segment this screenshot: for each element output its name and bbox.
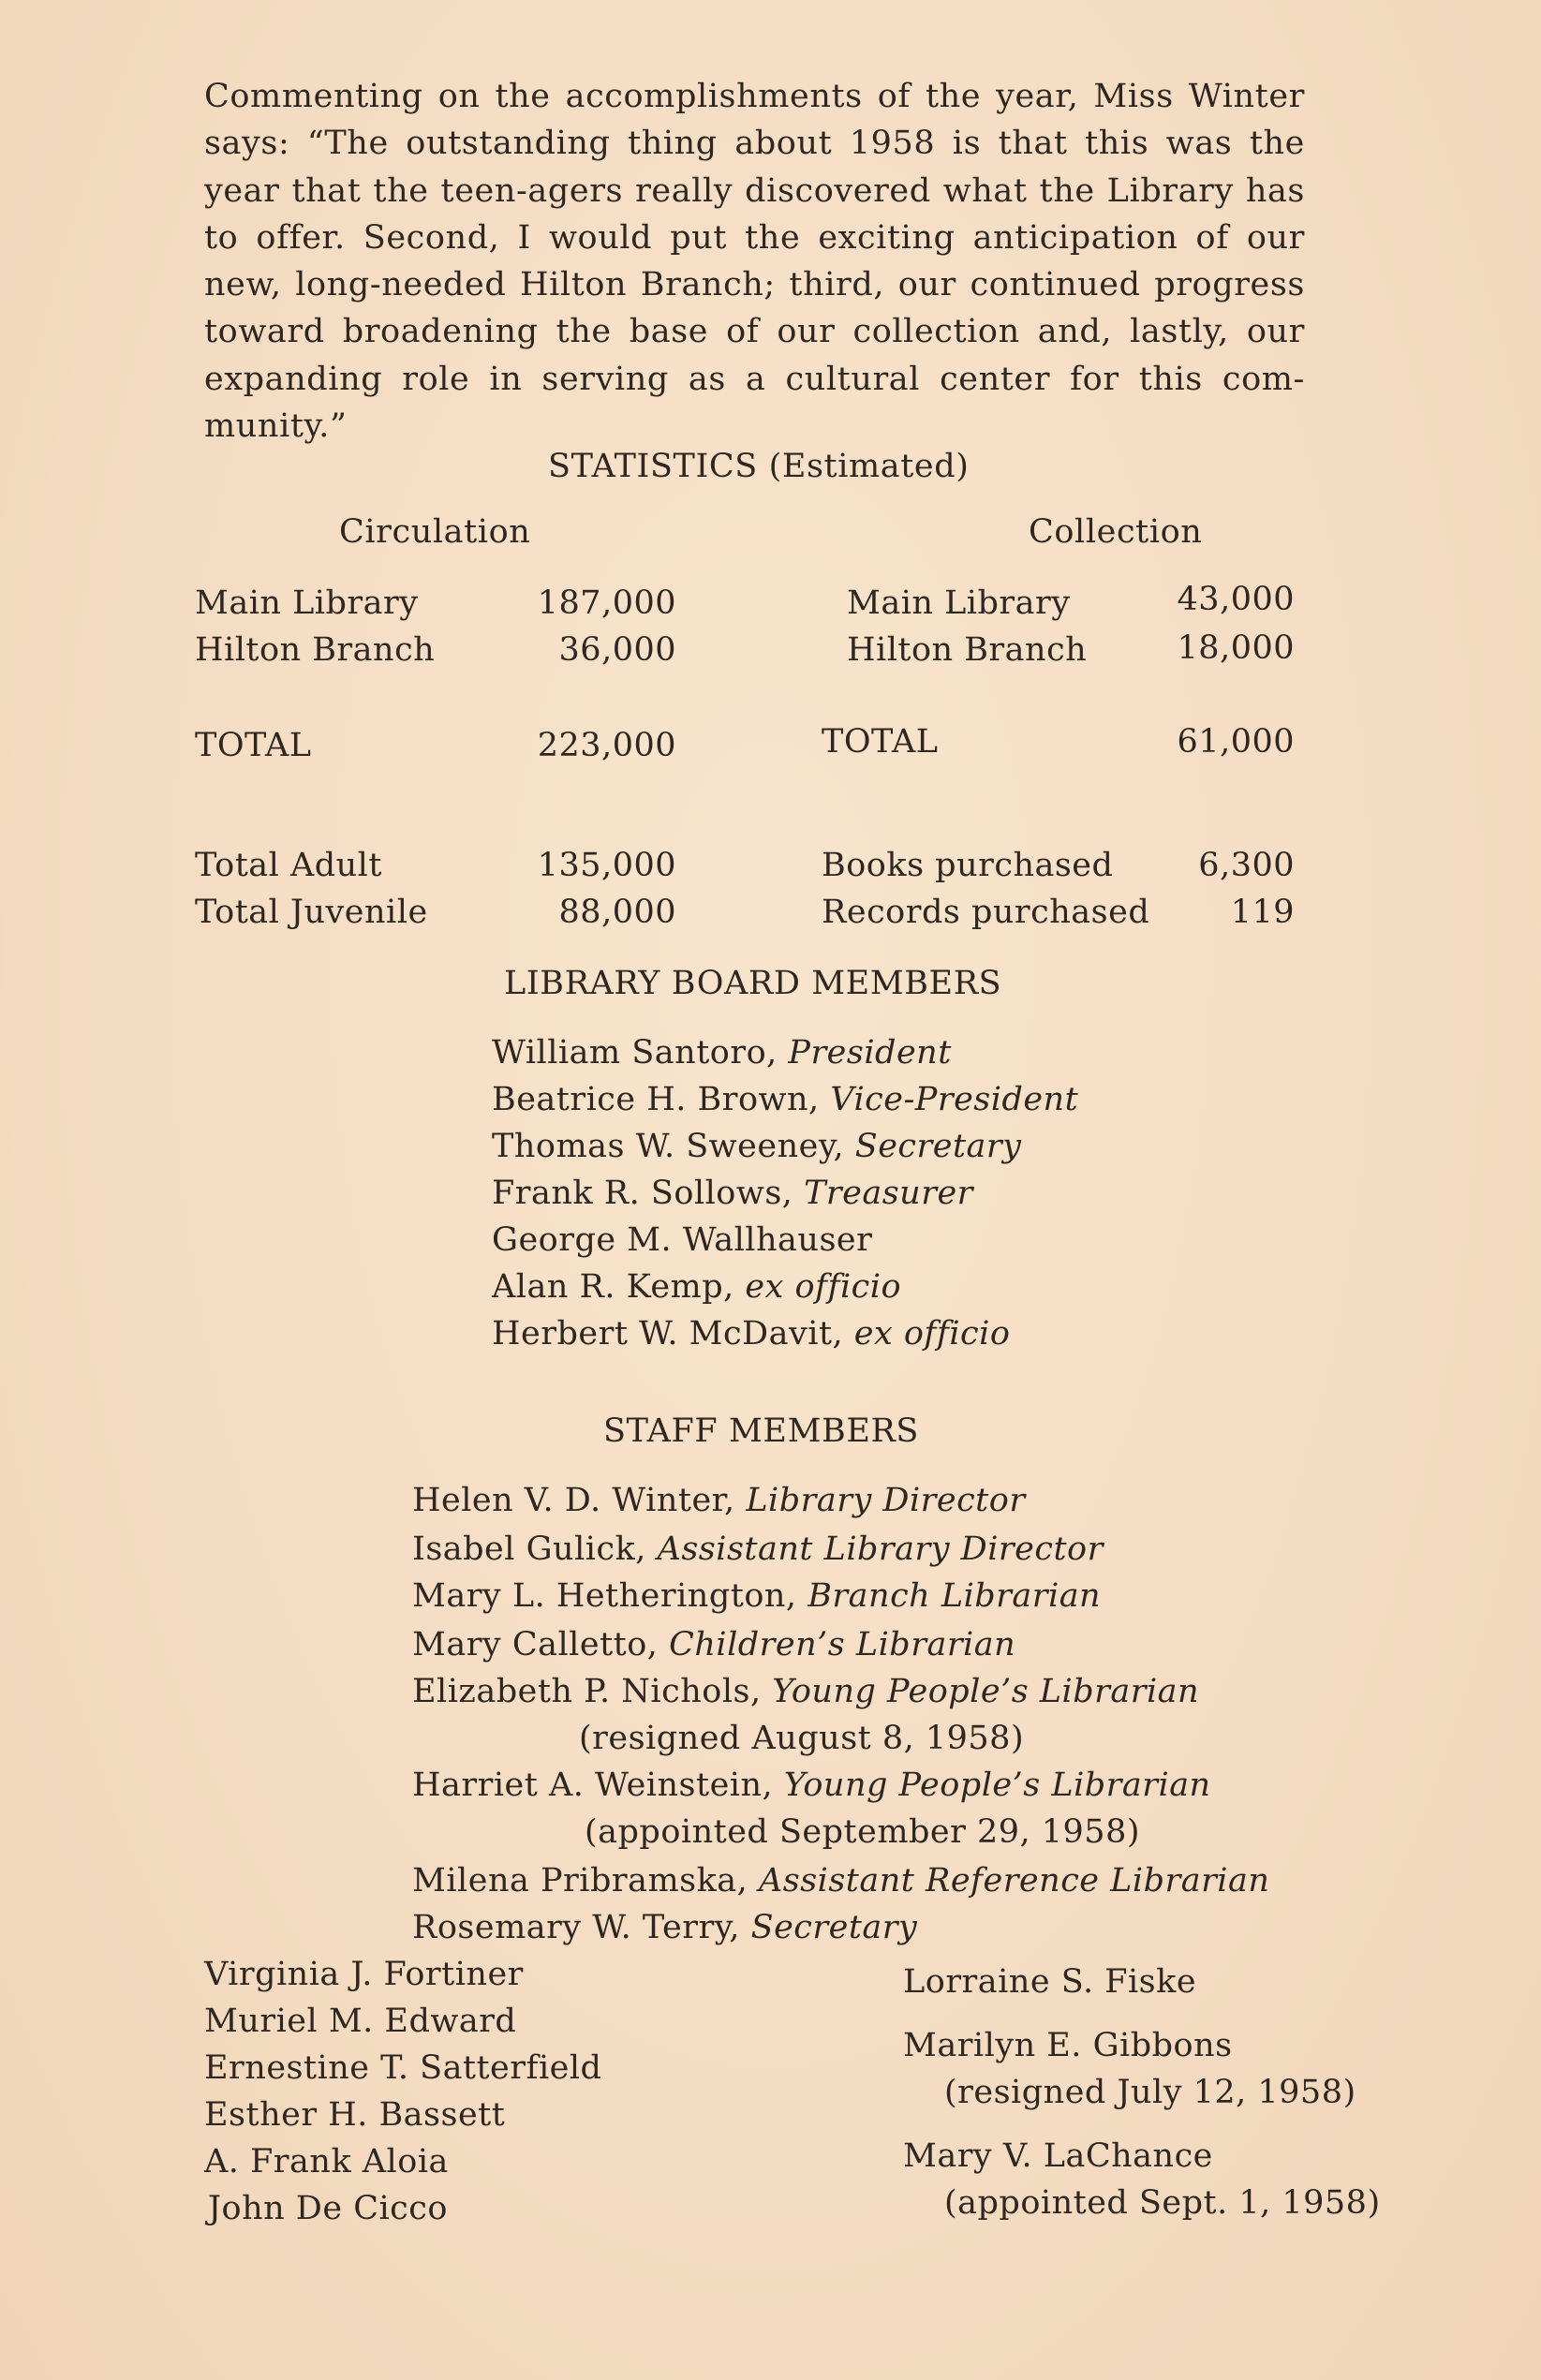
intro-paragraph: [204, 73, 1305, 450]
coll-records-label: Records purchased: [822, 894, 1150, 931]
staff-note: (appointed September 29, 1958): [585, 1813, 1140, 1851]
intro-line: says: “The outstanding thing about 1958 is that this was the: [204, 125, 1305, 163]
circ-adult-value: 135,000: [537, 847, 676, 884]
staff-member: Isabel Gulick, Assistant Library Director: [412, 1530, 1104, 1568]
statistics-title: STATISTICS (Estimated): [548, 448, 970, 485]
staff-member: Milena Pribramska, Assistant Reference Librarian: [412, 1862, 1270, 1900]
coll-records-value: 119: [1230, 894, 1295, 931]
staff-title: STAFF MEMBERS: [603, 1412, 920, 1450]
staff-list-item: John De Cicco: [208, 2190, 448, 2227]
coll-main-value: 43,000: [1177, 581, 1295, 618]
coll-books-value: 6,300: [1198, 847, 1295, 884]
staff-list-item: Muriel M. Edward: [204, 2003, 517, 2040]
board-member: George M. Wallhauser: [492, 1221, 873, 1259]
coll-total-label: TOTAL: [822, 723, 939, 761]
intro-line: toward broadening the base of our collection and, lastly, our: [204, 313, 1305, 351]
staff-list-item: Ernestine T. Satterfield: [204, 2049, 602, 2087]
staff-member: Mary L. Hetherington, Branch Librarian: [412, 1577, 1102, 1615]
circ-adult-label: Total Adult: [195, 847, 382, 884]
circ-main-value: 187,000: [537, 584, 676, 622]
coll-main-label: Main Library: [847, 584, 1071, 622]
staff-list-item: Mary V. LaChance: [903, 2137, 1213, 2175]
board-member: Alan R. Kemp, ex officio: [492, 1268, 902, 1306]
intro-line: new, long-needed Hilton Branch; third, our continued progress: [204, 266, 1305, 304]
intro-line: munity.”: [204, 407, 348, 446]
coll-branch-value: 18,000: [1177, 629, 1295, 667]
circ-branch-value: 36,000: [558, 631, 676, 669]
circ-total-label: TOTAL: [195, 727, 312, 764]
circ-main-label: Main Library: [195, 584, 419, 622]
staff-note: (appointed Sept. 1, 1958): [944, 2184, 1381, 2222]
board-title: LIBRARY BOARD MEMBERS: [504, 965, 1002, 1002]
staff-list-item: Esther H. Bassett: [204, 2096, 506, 2134]
coll-books-label: Books purchased: [822, 847, 1114, 884]
board-member: Beatrice H. Brown, Vice-President: [492, 1081, 1079, 1118]
intro-line: expanding role in serving as a cultural center for this com-: [204, 360, 1305, 398]
collection-heading: Collection: [1029, 513, 1203, 551]
staff-list-item: Marilyn E. Gibbons: [903, 2027, 1233, 2064]
staff-member: Elizabeth P. Nichols, Young People’s Librarian: [412, 1673, 1200, 1710]
staff-member: Rosemary W. Terry, Secretary: [412, 1909, 918, 1946]
board-member: Herbert W. McDavit, ex officio: [492, 1315, 1011, 1353]
staff-list-item: A. Frank Aloia: [204, 2143, 449, 2180]
board-member: Frank R. Sollows, Treasurer: [492, 1175, 973, 1212]
staff-note: (resigned July 12, 1958): [944, 2074, 1356, 2111]
circ-total-value: 223,000: [537, 727, 676, 764]
board-member: Thomas W. Sweeney, Secretary: [492, 1128, 1022, 1165]
circ-juvenile-value: 88,000: [558, 894, 676, 931]
coll-total-value: 61,000: [1177, 723, 1295, 761]
staff-member: Harriet A. Weinstein, Young People’s Librarian: [412, 1767, 1211, 1804]
staff-member: Helen V. D. Winter, Library Director: [412, 1482, 1026, 1519]
staff-note: (resigned August 8, 1958): [579, 1720, 1025, 1757]
board-member: William Santoro, President: [492, 1034, 952, 1072]
intro-line: Commenting on the accomplishments of the year, Miss Winter: [204, 78, 1305, 115]
staff-list-item: Virginia J. Fortiner: [204, 1956, 524, 1993]
circ-branch-label: Hilton Branch: [195, 631, 436, 669]
coll-branch-label: Hilton Branch: [847, 631, 1088, 669]
intro-line: to offer. Second, I would put the exciting anticipation of our: [204, 218, 1305, 257]
intro-line: year that the teen-agers really discovered what the Library has: [204, 171, 1305, 210]
staff-member: Mary Calletto, Children’s Librarian: [412, 1626, 1016, 1663]
staff-list-item: Lorraine S. Fiske: [903, 1963, 1197, 2001]
circ-juvenile-label: Total Juvenile: [195, 894, 428, 931]
circulation-heading: Circulation: [339, 513, 531, 551]
